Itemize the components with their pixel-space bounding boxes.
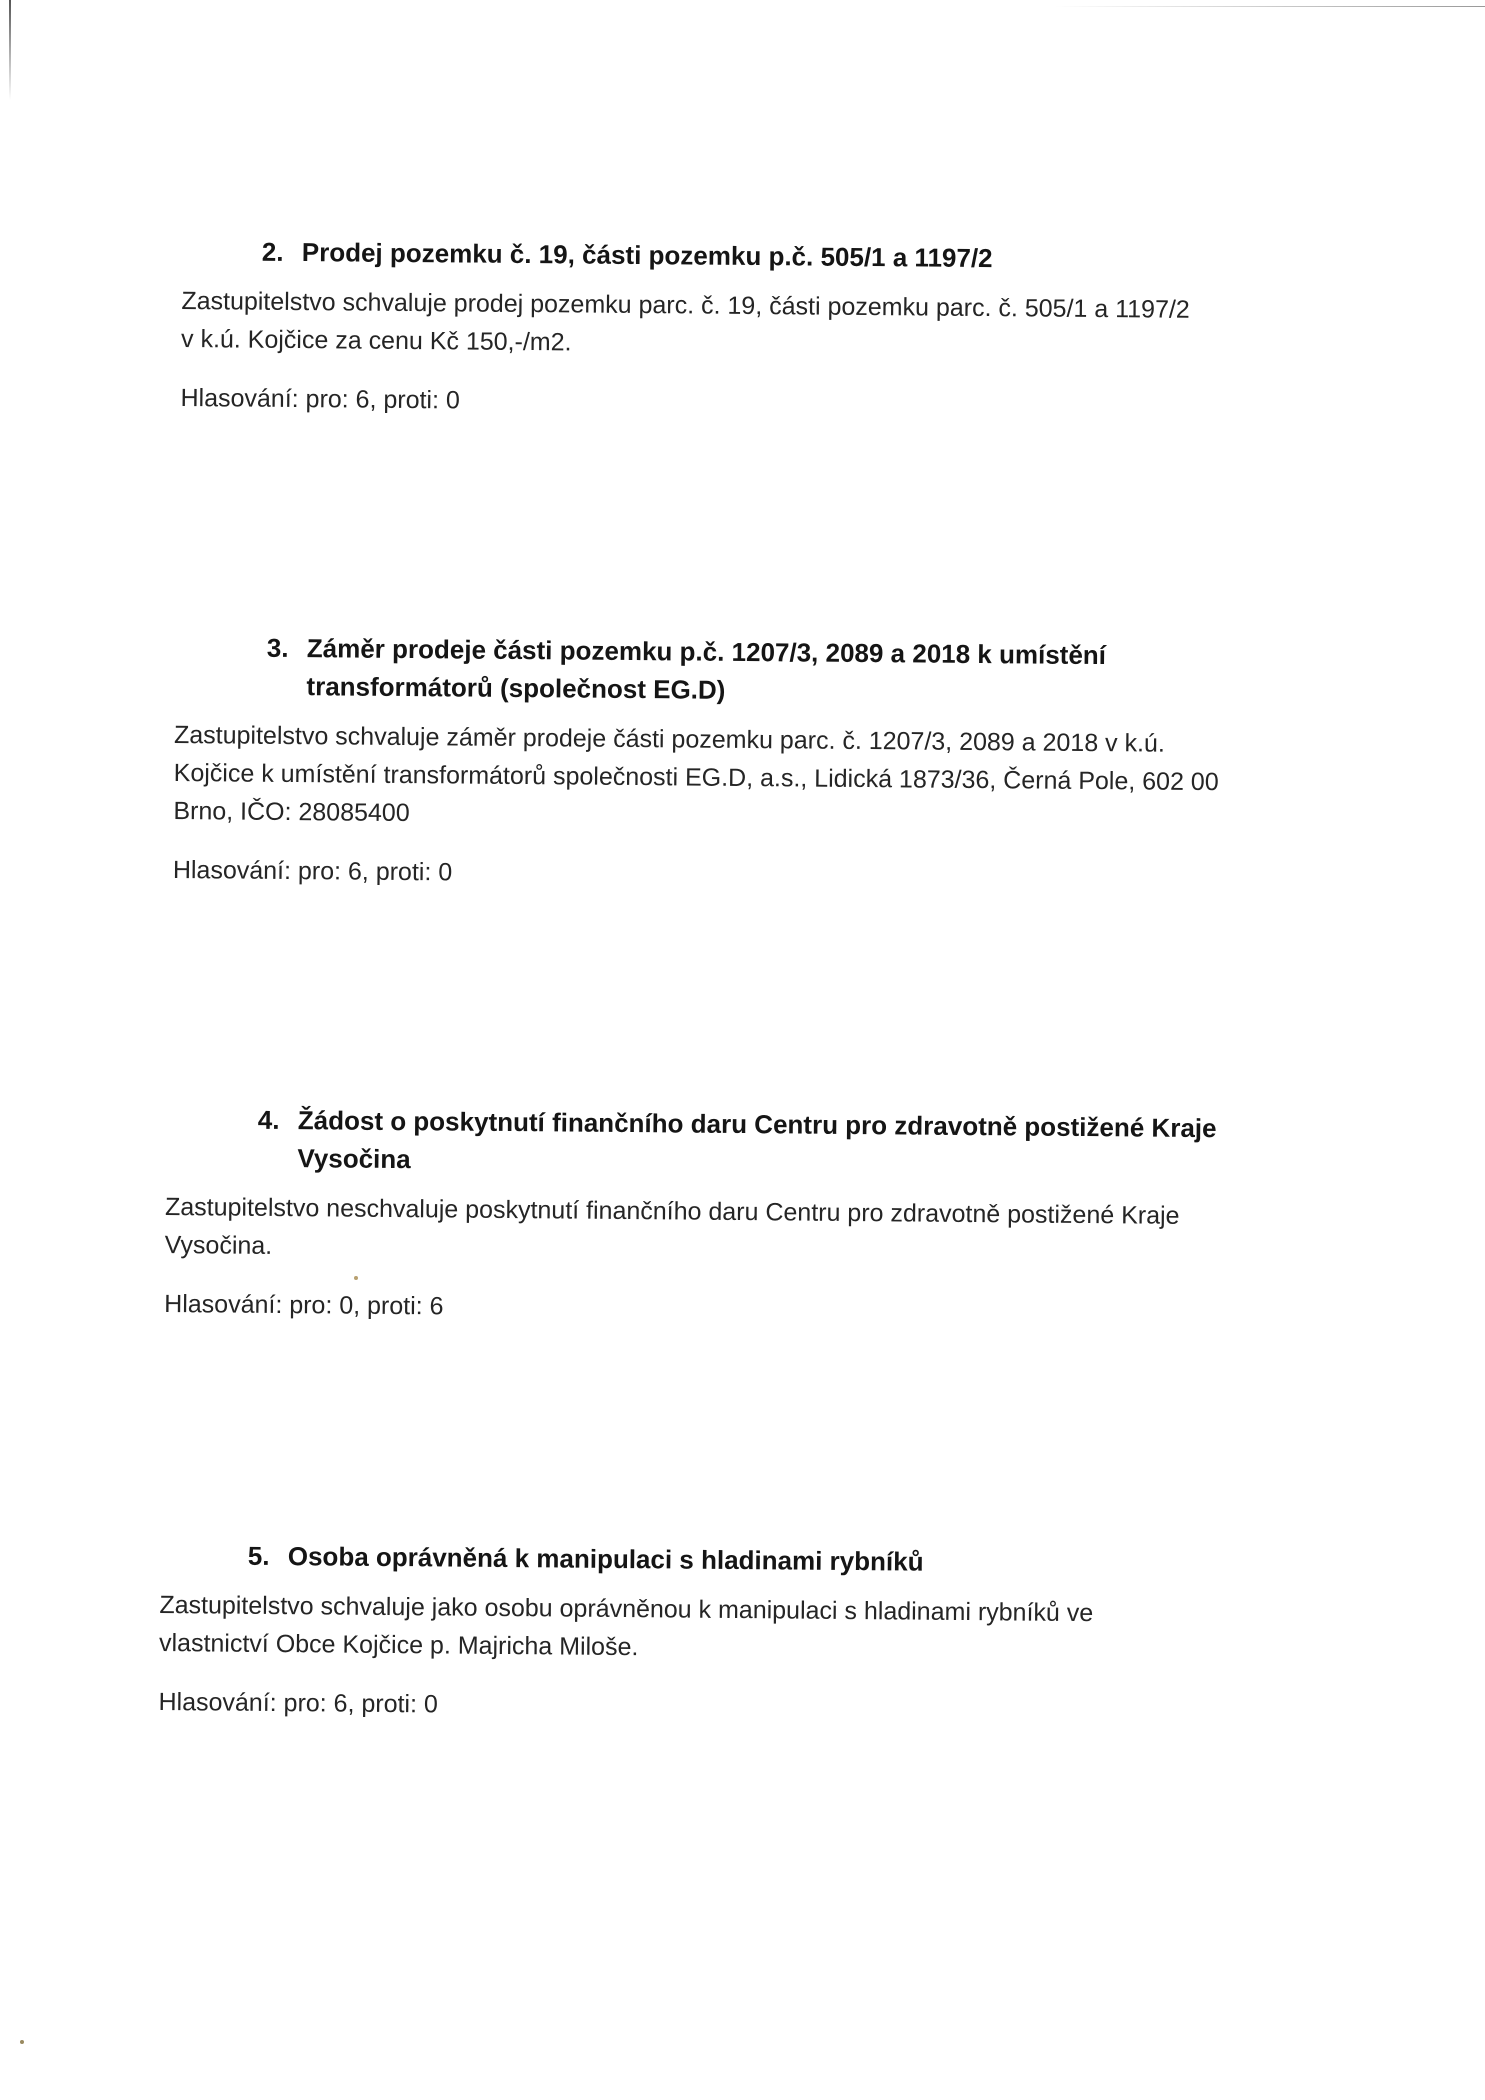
resolution-section-3	[173, 628, 1305, 898]
vote-result: Hlasování: pro: 6, proti: 0	[172, 855, 453, 887]
scan-speck	[20, 2040, 24, 2044]
scan-edge-left	[9, 0, 11, 100]
section-heading	[174, 628, 1137, 712]
section-number: 4.	[257, 1104, 280, 1135]
resolution-section-4	[164, 1100, 1306, 1332]
scan-speck	[354, 1276, 358, 1280]
section-number: 2.	[261, 236, 284, 267]
vote-result: Hlasování: pro: 0, proti: 6	[164, 1289, 444, 1321]
section-title: Žádost o poskytnutí finančního daru Centru pro zdravotně postižené Kraje Vysočina	[297, 1105, 1217, 1175]
section-text: Zastupitelstvo neschvaluje poskytnutí finančního daru Centru pro zdravotně postižené Kraje Vysočina.	[164, 1192, 1180, 1260]
section-heading	[160, 1536, 1300, 1584]
section-number: 5.	[247, 1540, 270, 1571]
section-heading	[182, 232, 1292, 280]
scan-edge-top	[1055, 6, 1485, 7]
section-title: Záměr prodeje části pozemku p.č. 1207/3, 2089 a 2018 k umístění transformátorů (společnost EG.D)	[306, 633, 1107, 705]
section-text: Zastupitelstvo schvaluje záměr prodeje části pozemku parc. č. 1207/3, 2089 a 2018 v k.ú. Kojčice k umístění transformátorů společnosti EG.D, a.s., Lidická 1873/36, Černá Pole, 602 00 Brno, IČO: 28085400	[173, 720, 1219, 828]
section-number: 3.	[266, 632, 289, 663]
section-title: Osoba oprávněná k manipulaci s hladinami rybníků	[287, 1541, 924, 1577]
section-text: Zastupitelstvo schvaluje prodej pozemku parc. č. 19, části pozemku parc. č. 505/1 a 1197/2 v k.ú. Kojčice za cenu Kč 150,-/m2.	[180, 286, 1190, 357]
vote-result: Hlasování: pro: 6, proti: 0	[180, 383, 460, 415]
resolution-section-2	[180, 232, 1292, 426]
section-text: Zastupitelstvo schvaluje jako osobu oprávněnou k manipulaci s hladinami rybníků ve vlastnictví Obce Kojčice p. Majricha Miloše.	[158, 1590, 1094, 1662]
resolution-section-5	[158, 1536, 1300, 1730]
section-title: Prodej pozemku č. 19, části pozemku p.č. 505/1 a 1197/2	[301, 237, 993, 274]
vote-result: Hlasování: pro: 6, proti: 0	[158, 1687, 438, 1719]
section-heading	[165, 1100, 1258, 1186]
